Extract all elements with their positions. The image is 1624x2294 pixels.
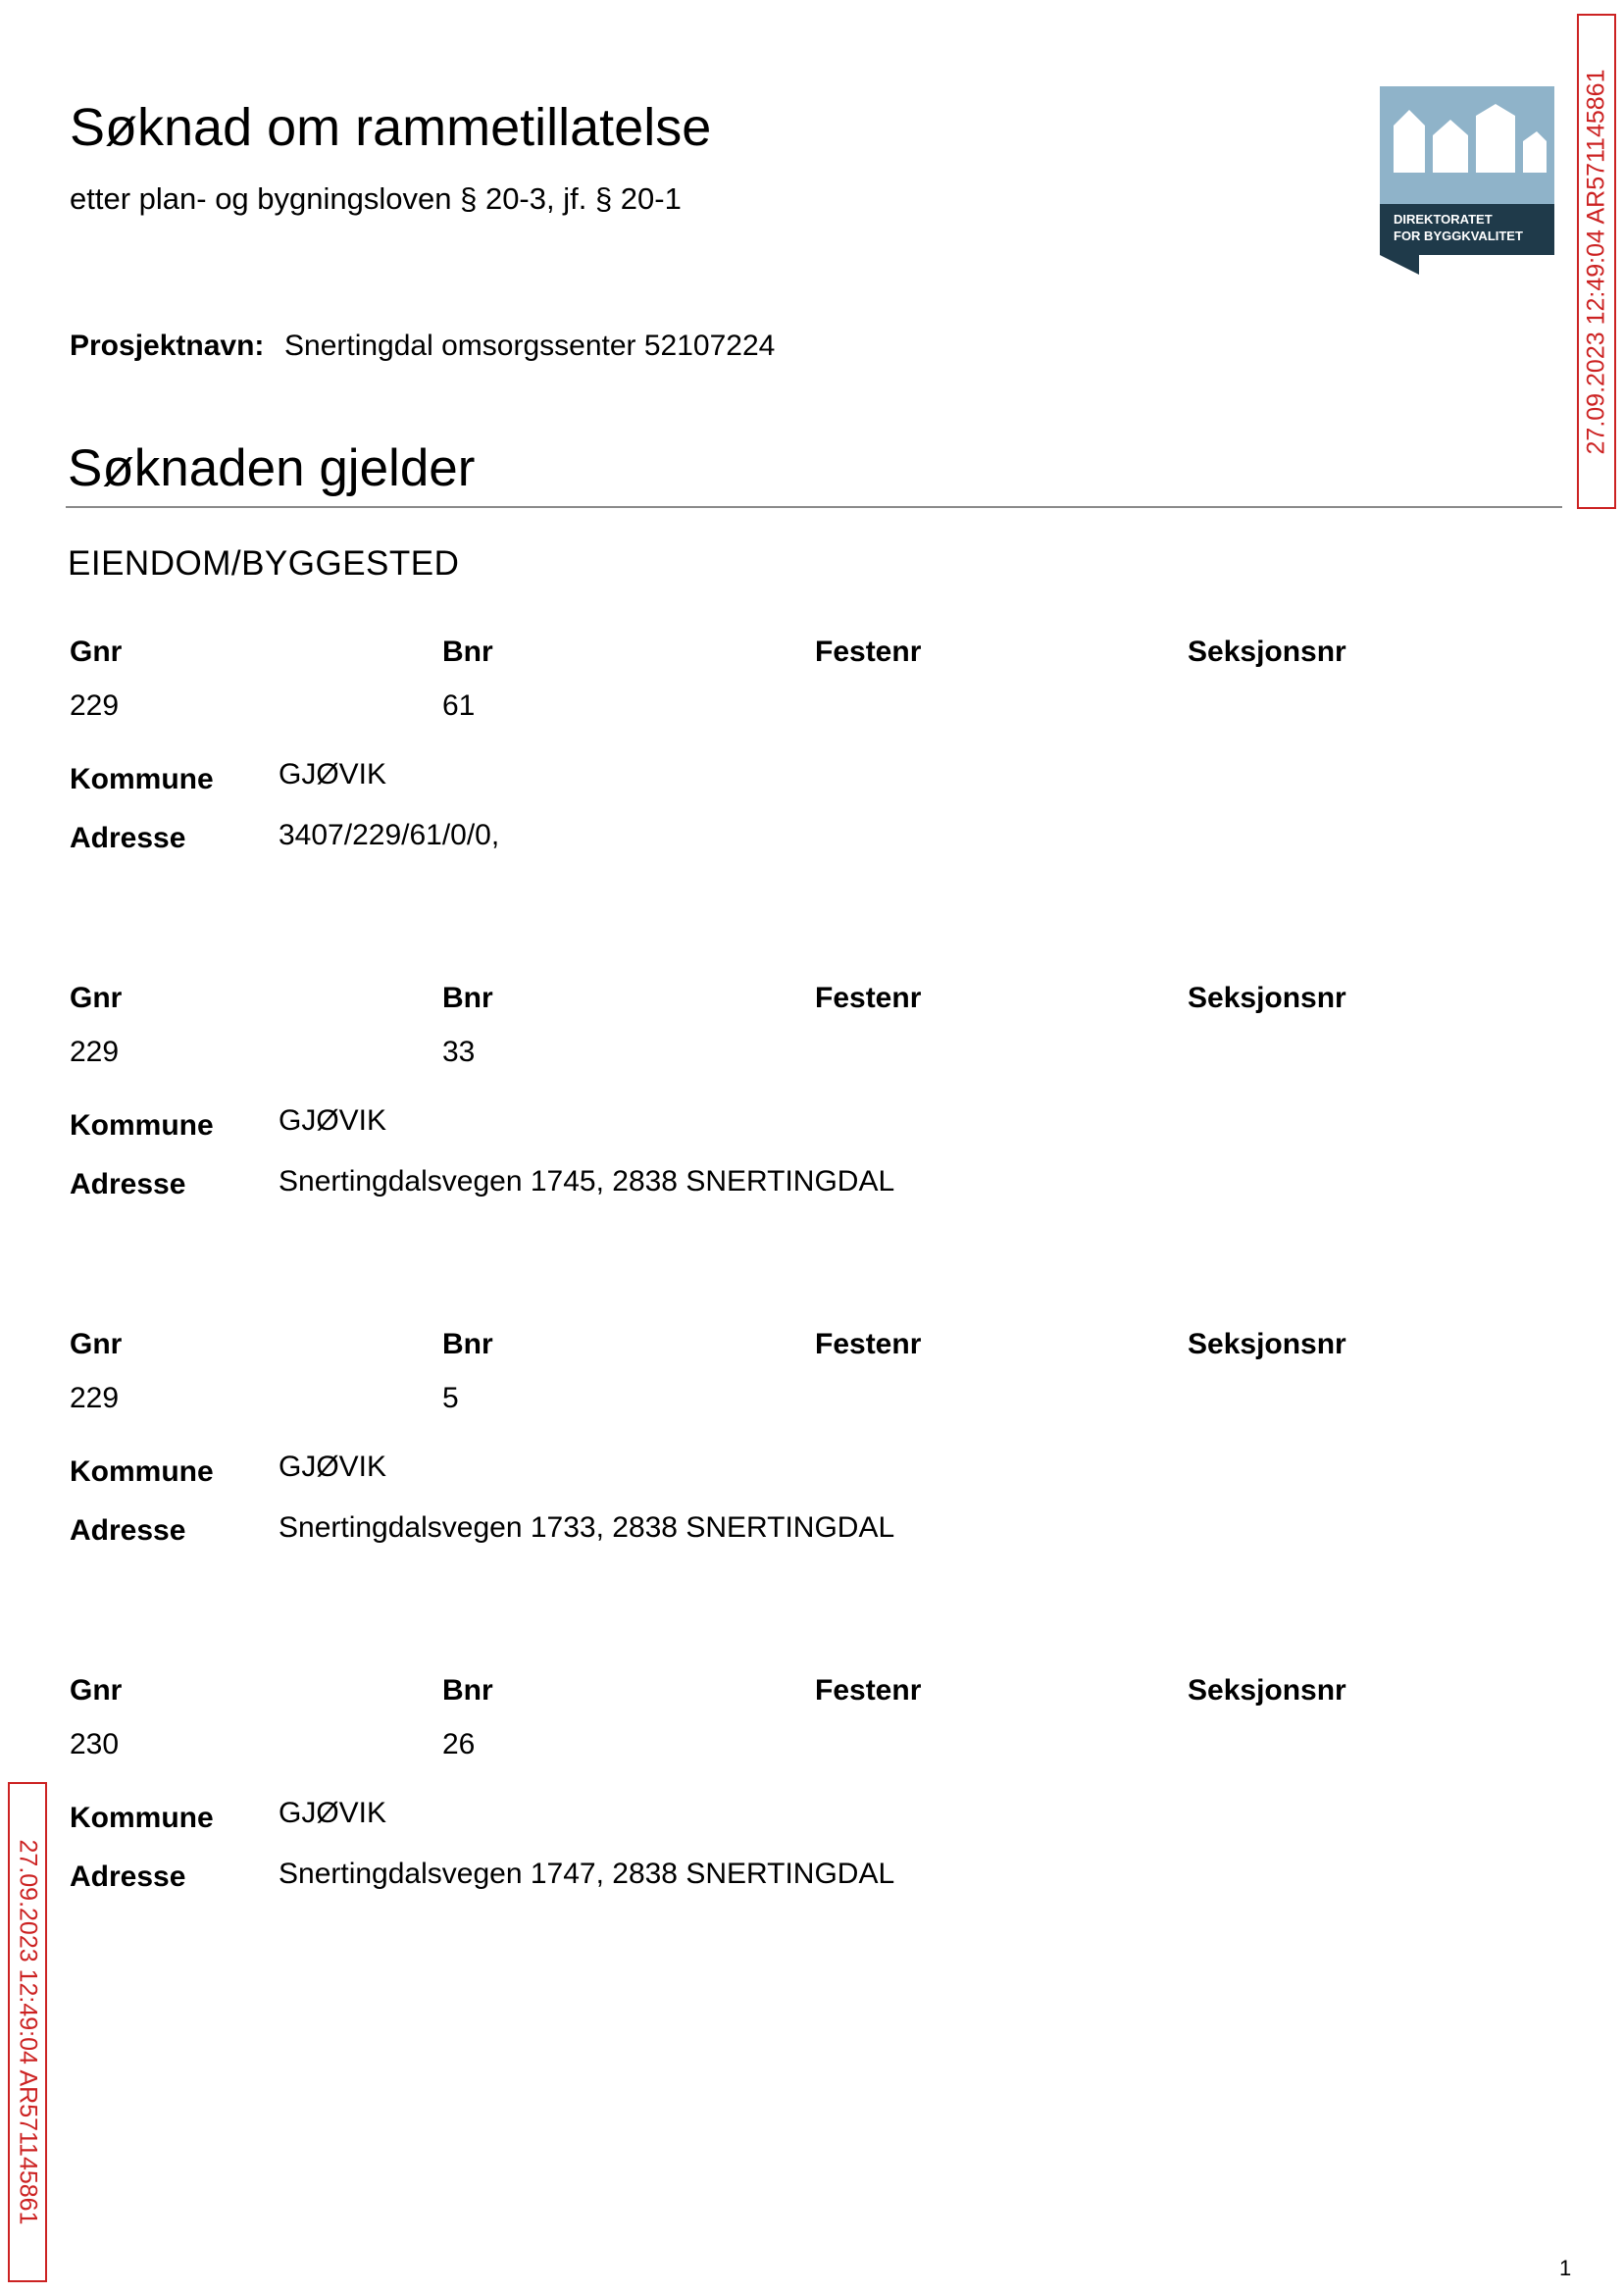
adresse-value: Snertingdalsvegen 1747, 2838 SNERTINGDAL [279, 1858, 895, 1890]
kommune-label: Kommune [70, 1109, 214, 1142]
date-stamp-text: 27.09.2023 12:49:04 AR571145861 [1582, 69, 1610, 454]
kommune-label: Kommune [70, 763, 214, 795]
adresse-value: Snertingdalsvegen 1733, 2838 SNERTINGDAL [279, 1511, 895, 1544]
bnr-value: 33 [442, 1036, 476, 1068]
date-stamp-left [8, 1782, 47, 2282]
document-title: Søknad om rammetillatelse [70, 98, 712, 157]
festenr-label: Festenr [815, 636, 922, 668]
bnr-label: Bnr [442, 1328, 493, 1360]
property-block [70, 982, 1541, 1237]
logo-text-line1: DIREKTORATET [1394, 212, 1493, 227]
bnr-label: Bnr [442, 982, 493, 1014]
bnr-label: Bnr [442, 636, 493, 668]
adresse-label: Adresse [70, 1861, 186, 1893]
kommune-value: GJØVIK [279, 1104, 387, 1137]
seksjonsnr-label: Seksjonsnr [1188, 1674, 1346, 1707]
date-stamp-text: 27.09.2023 12:49:04 AR571145861 [14, 1839, 42, 2225]
gnr-label: Gnr [70, 636, 123, 668]
festenr-label: Festenr [815, 1328, 922, 1360]
gnr-label: Gnr [70, 1328, 123, 1360]
festenr-label: Festenr [815, 982, 922, 1014]
logo-text-line2: FOR BYGGKVALITET [1394, 229, 1523, 243]
kommune-label: Kommune [70, 1802, 214, 1834]
page-number: 1 [1559, 2256, 1572, 2280]
section-title: Søknaden gjelder [68, 439, 476, 497]
section-subheading: EIENDOM/BYGGESTED [68, 544, 460, 583]
property-block [70, 636, 1541, 891]
property-block [70, 1674, 1541, 1929]
adresse-label: Adresse [70, 822, 186, 854]
seksjonsnr-label: Seksjonsnr [1188, 1328, 1346, 1360]
property-block [70, 1328, 1541, 1583]
festenr-label: Festenr [815, 1674, 922, 1707]
date-stamp-right [1577, 14, 1616, 509]
document-subtitle: etter plan- og bygningsloven § 20-3, jf. § 20-1 [70, 181, 682, 216]
seksjonsnr-label: Seksjonsnr [1188, 982, 1346, 1014]
kommune-value: GJØVIK [279, 1451, 387, 1483]
kommune-label: Kommune [70, 1455, 214, 1488]
gnr-label: Gnr [70, 1674, 123, 1707]
bnr-value: 5 [442, 1382, 459, 1414]
gnr-value: 230 [70, 1728, 120, 1760]
gnr-value: 229 [70, 1382, 120, 1414]
project-name-value: Snertingdal omsorgssenter 52107224 [284, 330, 776, 362]
adresse-label: Adresse [70, 1514, 186, 1547]
gnr-value: 229 [70, 689, 120, 722]
project-name-label: Prosjektnavn: [70, 330, 265, 362]
seksjonsnr-label: Seksjonsnr [1188, 636, 1346, 668]
adresse-value: Snertingdalsvegen 1745, 2838 SNERTINGDAL [279, 1165, 895, 1198]
bnr-value: 61 [442, 689, 476, 722]
kommune-value: GJØVIK [279, 758, 387, 790]
adresse-label: Adresse [70, 1168, 186, 1200]
adresse-value: 3407/229/61/0/0, [279, 819, 500, 851]
gnr-value: 229 [70, 1036, 120, 1068]
section-divider [66, 506, 1562, 508]
bnr-label: Bnr [442, 1674, 493, 1707]
kommune-value: GJØVIK [279, 1797, 387, 1829]
gnr-label: Gnr [70, 982, 123, 1014]
bnr-value: 26 [442, 1728, 476, 1760]
dibk-logo [1380, 86, 1554, 275]
